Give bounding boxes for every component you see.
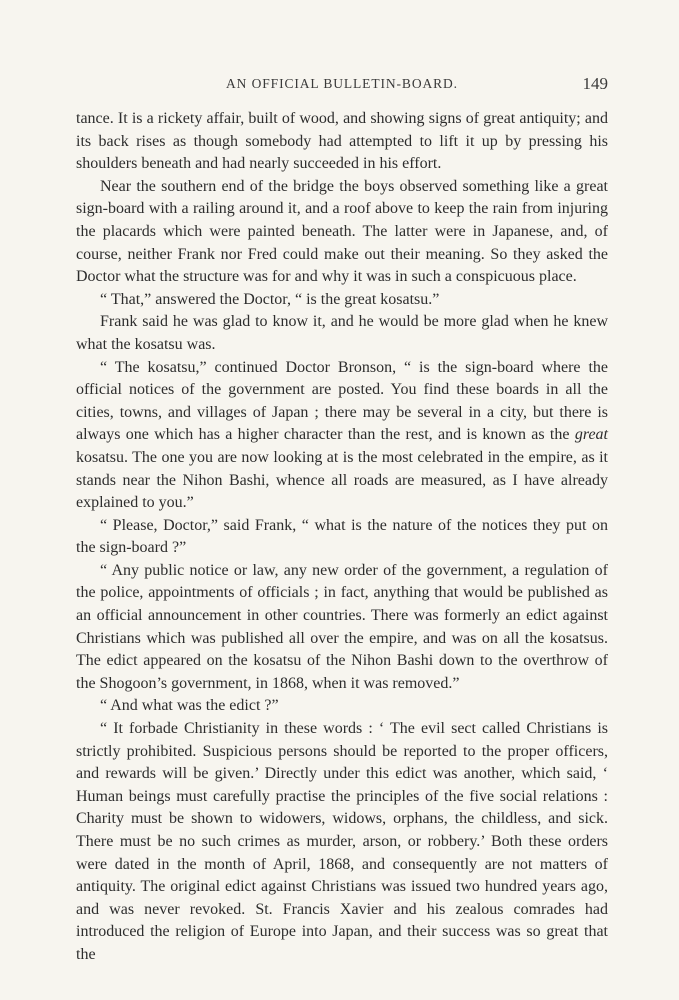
paragraph-5-part-2: kosatsu. The one you are now looking at is the most celebrated in the empire, as it stands near the Nihon Bashi, whence all roads are measured, as I have already explained to you.” xyxy=(76,448,608,512)
paragraph-1: tance. It is a rickety affair, built of wood, and showing signs of great antiquity; and its back rises as though somebody had attempted to lift it up by pressing his shoulders beneath and had nearly succeeded in his effort. xyxy=(76,110,608,173)
paragraph-6: “ Please, Doctor,” said Frank, “ what is the nature of the notices they put on the sign-board ?” xyxy=(76,516,608,557)
running-title: AN OFFICIAL BULLETIN-BOARD. xyxy=(226,76,458,91)
paragraph-2: Near the southern end of the bridge the boys observed something like a great sign-board with a railing around it, and a roof above to keep the rain from injuring the placards which were painted beneath. The latter were in Japanese, and, of course, neither Frank nor Fred could make out their meaning. So they asked the Doctor what the structure was for and why it was in such a conspicuous place. xyxy=(76,177,608,286)
page-header xyxy=(76,76,608,98)
paragraph-8: “ And what was the edict ?” xyxy=(100,697,279,715)
paragraph-5-emphasis: great xyxy=(574,426,608,444)
page-number: 149 xyxy=(582,74,608,93)
paragraph-9: “ It forbade Christianity in these words : ‘ The evil sect called Christians is strictly prohibited. Suspicious persons should be reported to the proper officers, and rewards will be given.’ Directly under this edict was another, which said, ‘ Human beings must carefully practise the principles of the five social relations : Charity must be shown to widowers, widows, orphans, the childless, and sick. There must be no such crimes as murder, arson, or robbery.’ Both these orders were dated in the month of April, 1868, and consequently are not matters of antiquity. The original edict against Christians was issued two hundred years ago, and was never revoked. St. Francis Xavier and his zealous comrades had introduced the religion of Europe into Japan, and their success was so great that the xyxy=(76,720,608,963)
paragraph-5-part-1: “ The kosatsu,” continued Doctor Bronson, “ is the sign-board where the official notices of the government are posted. You find these boards in all the cities, towns, and villages of Japan ; there may be several in a city, but there is always one which has a higher character than the rest, and is known as the xyxy=(76,358,608,444)
paragraph-3: “ That,” answered the Doctor, “ is the great kosatsu.” xyxy=(100,290,440,308)
body-text xyxy=(76,108,608,967)
paragraph-7: “ Any public notice or law, any new order of the government, a regulation of the police, appointments of officials ; in fact, anything that would be published as an official announcement in other countries. There was formerly an edict against Christians which was published all over the empire, and was on all the kosatsus. The edict appeared on the kosatsu of the Nihon Bashi down to the overthrow of the Shogoon’s government, in 1868, when it was removed.” xyxy=(76,561,608,692)
paragraph-4: Frank said he was glad to know it, and he would be more glad when he knew what the kosatsu was. xyxy=(76,313,608,353)
paragraph-5 xyxy=(76,357,608,515)
